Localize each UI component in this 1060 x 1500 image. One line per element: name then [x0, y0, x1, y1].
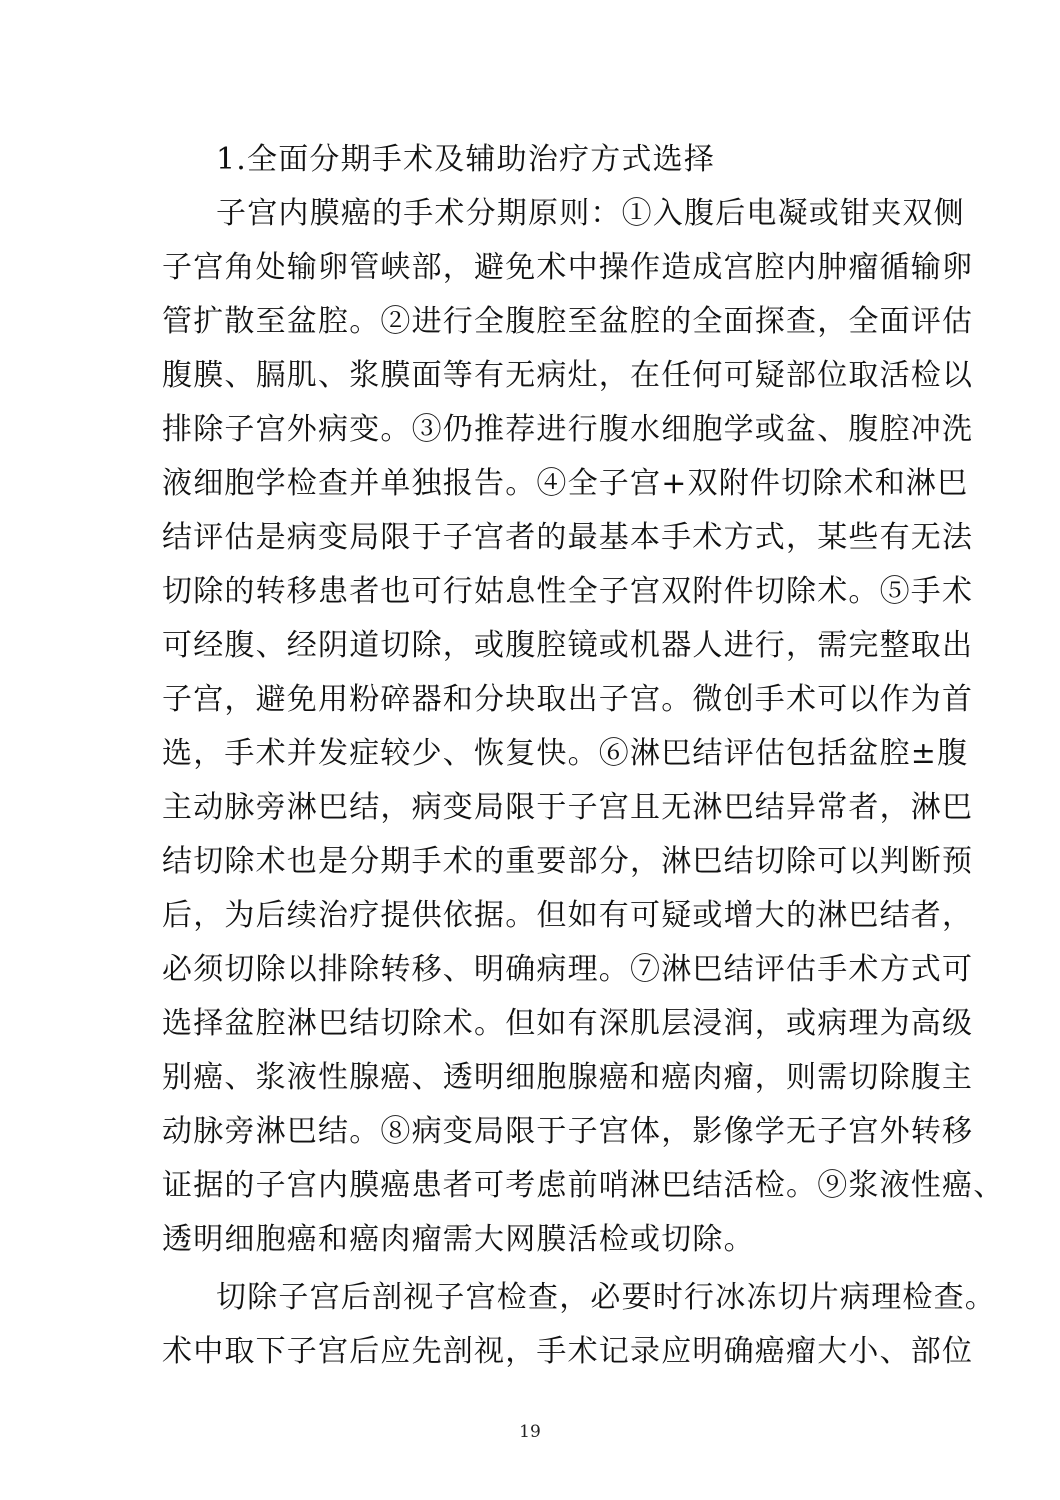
paragraph-line: 透明细胞癌和癌肉瘤需大网膜活检或切除。	[162, 1222, 755, 1257]
paragraph-line: 腹膜、膈肌、浆膜面等有无病灶，在任何可疑部位取活检以	[162, 358, 974, 393]
paragraph-line: 子宫角处输卵管峡部，避免术中操作造成宫腔内肿瘤循输卵	[162, 250, 974, 285]
paragraph-line: 子宫内膜癌的手术分期原则：①入腹后电凝或钳夹双侧	[216, 196, 965, 231]
paragraph-line: 必须切除以排除转移、明确病理。⑦淋巴结评估手术方式可	[162, 952, 974, 987]
paragraph-line: 液细胞学检查并单独报告。④全子宫+双附件切除术和淋巴	[162, 466, 969, 501]
paragraph-line: 切除的转移患者也可行姑息性全子宫双附件切除术。⑤手术	[162, 574, 974, 609]
paragraph-line: 结切除术也是分期手术的重要部分，淋巴结切除可以判断预	[162, 844, 974, 879]
paragraph-line: 证据的子宫内膜癌患者可考虑前哨淋巴结活检。⑨浆液性癌、	[162, 1168, 1005, 1203]
paragraph-line: 选择盆腔淋巴结切除术。但如有深肌层浸润，或病理为高级	[162, 1006, 974, 1041]
page-number: 19	[519, 1422, 541, 1442]
paragraph-line: 别癌、浆液性腺癌、透明细胞腺癌和癌肉瘤，则需切除腹主	[162, 1060, 974, 1095]
section-heading: 1.全面分期手术及辅助治疗方式选择	[216, 142, 716, 177]
paragraph-line: 排除子宫外病变。③仍推荐进行腹水细胞学或盆、腹腔冲洗	[162, 412, 974, 447]
paragraph-line: 后，为后续治疗提供依据。但如有可疑或增大的淋巴结者，	[162, 898, 974, 933]
paragraph-line: 主动脉旁淋巴结，病变局限于子宫且无淋巴结异常者，淋巴	[162, 790, 974, 825]
paragraph-line: 子宫，避免用粉碎器和分块取出子宫。微创手术可以作为首	[162, 682, 974, 717]
paragraph-line: 选，手术并发症较少、恢复快。⑥淋巴结评估包括盆腔±腹	[162, 736, 969, 771]
paragraph-line: 动脉旁淋巴结。⑧病变局限于子宫体，影像学无子宫外转移	[162, 1114, 974, 1149]
paragraph-line: 结评估是病变局限于子宫者的最基本手术方式，某些有无法	[162, 520, 974, 555]
paragraph-line: 可经腹、经阴道切除，或腹腔镜或机器人进行，需完整取出	[162, 628, 974, 663]
paragraph-line: 术中取下子宫后应先剖视，手术记录应明确癌瘤大小、部位	[162, 1334, 974, 1369]
paragraph-line: 管扩散至盆腔。②进行全腹腔至盆腔的全面探查，全面评估	[162, 304, 974, 339]
paragraph-line: 切除子宫后剖视子宫检查，必要时行冰冻切片病理检查。	[216, 1280, 996, 1315]
